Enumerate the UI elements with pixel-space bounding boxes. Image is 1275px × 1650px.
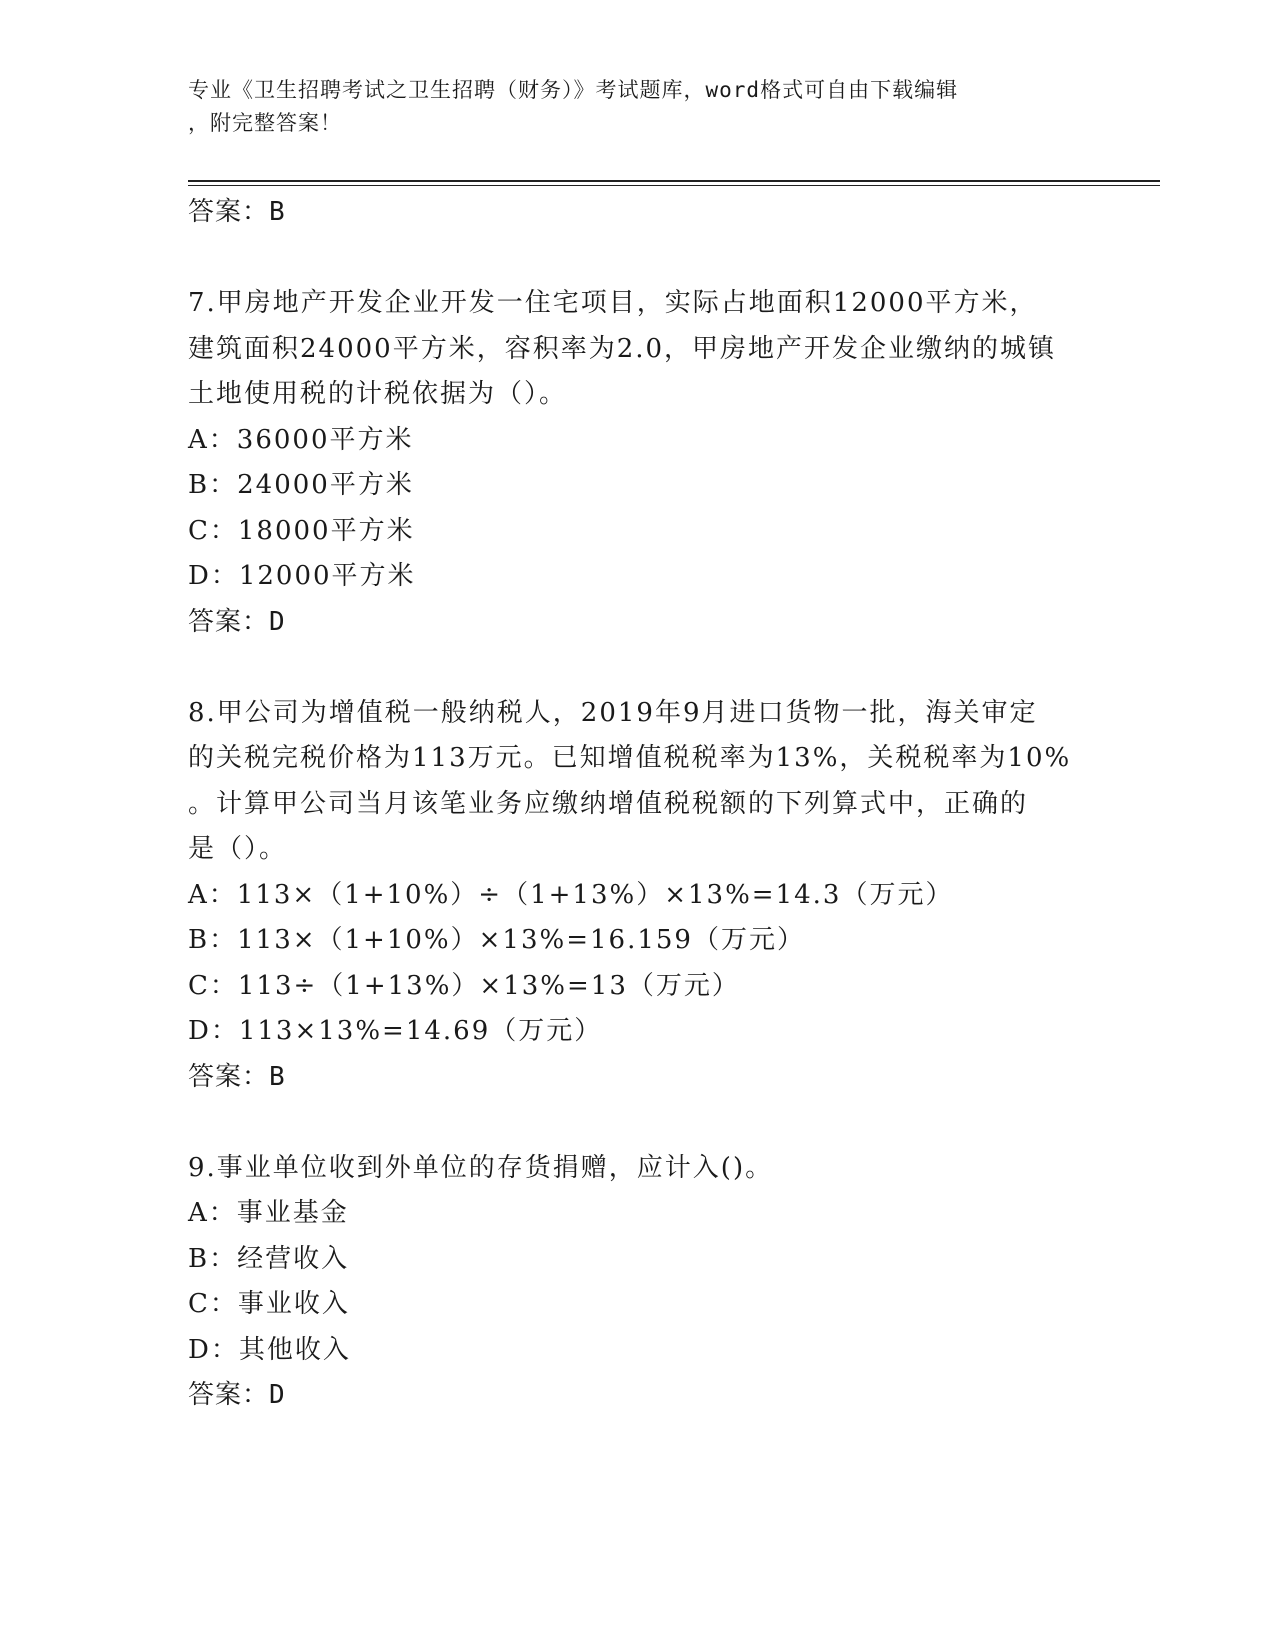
option-d: D：113×13%=14.69（万元） [188,1016,603,1046]
option-c: C：事业收入 [188,1289,350,1319]
option-b: B：113×（1+10%）×13%=16.159（万元） [188,925,805,955]
answer-line: 答案：D [188,606,286,637]
option-d: D：其他收入 [188,1334,351,1365]
question-stem-line: 7.甲房地产开发企业开发一住宅项目，实际占地面积12000平方米， [188,288,1038,318]
option-a: A：事业基金 [188,1198,349,1228]
document-header [188,74,1088,140]
header-line-2: ，附完整答案！ [188,111,342,135]
question-stem-line: 。计算甲公司当月该笔业务应缴纳增值税税额的下列算式中，正确的 [188,788,1029,819]
option-c: C：113÷（1+13%）×13%=13（万元） [188,970,740,1001]
spacer [188,1100,1088,1146]
question-block [188,1146,1088,1419]
spacer [188,645,1088,691]
document-body [188,190,1088,1419]
question-stem-line: 土地使用税的计税依据为（）。 [188,379,568,409]
option-c: C：18000平方米 [188,515,415,546]
question-stem-line: 是（）。 [188,834,288,864]
option-d: D：12000平方米 [188,561,416,591]
question-stem-line: 8.甲公司为增值税一般纳税人，2019年9月进口货物一批，海关审定 [188,697,1038,728]
question-stem-line: 的关税完税价格为113万元。已知增值税税率为13%，关税税率为10% [188,743,1072,773]
option-b: B：经营收入 [188,1243,350,1274]
answer-line: 答案：B [188,197,286,227]
answer-line: 答案：B [188,1061,286,1092]
option-a: A：36000平方米 [188,424,414,455]
option-a: A：113×（1+10%）÷（1+13%）×13%=14.3（万元） [188,879,954,910]
option-b: B：24000平方米 [188,470,414,500]
answer-line: 答案：D [188,1380,286,1410]
question-stem-line: 9.事业单位收到外单位的存货捐赠，应计入()。 [188,1152,774,1183]
spacer [188,236,1088,282]
header-rule-thin [188,185,1160,186]
header-rule-thick [188,180,1160,182]
question-stem-line: 建筑面积24000平方米，容积率为2.0，甲房地产开发企业缴纳的城镇 [188,333,1057,364]
question-block [188,691,1088,1101]
header-line-1: 专业《卫生招聘考试之卫生招聘（财务）》考试题库，word格式可自由下载编辑 [188,78,959,102]
question-block [188,281,1088,645]
